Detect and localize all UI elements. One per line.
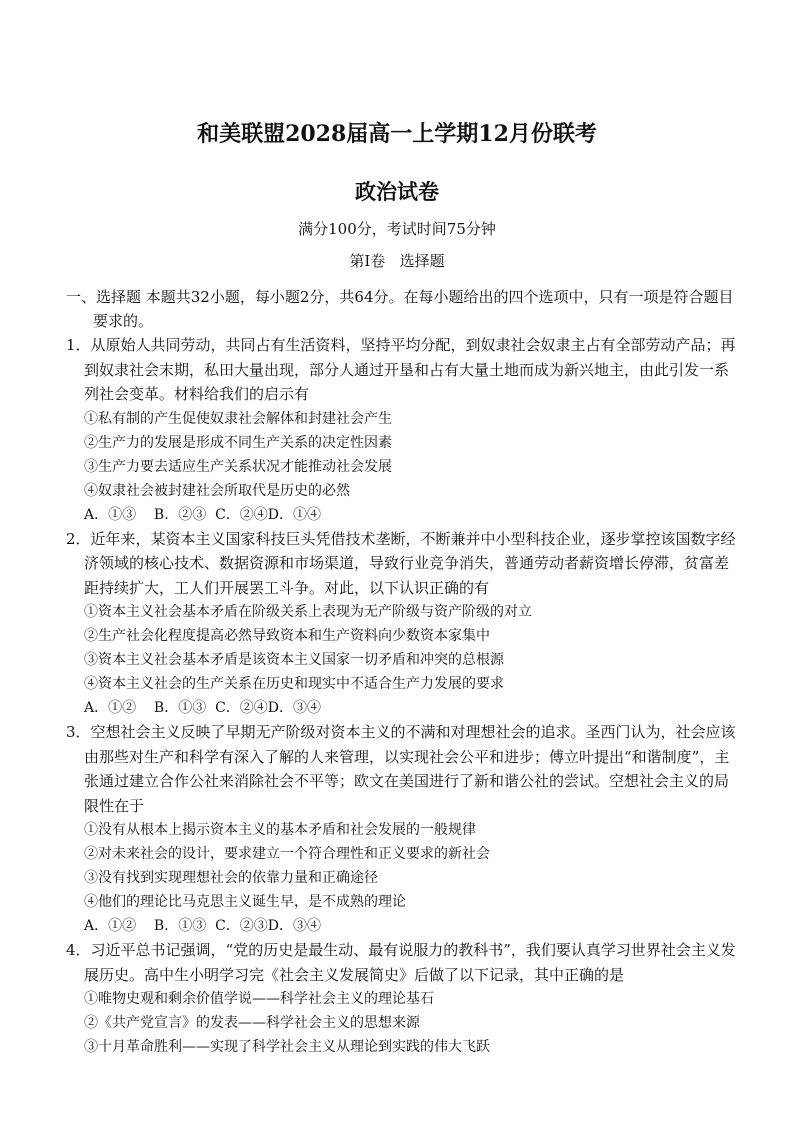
part-name: 选择题: [399, 252, 445, 270]
question-option: ②《共产党宣言》的发表——科学社会主义的思想来源: [84, 1015, 420, 1031]
question-option: ②对未来社会的设计，要求建立一个符合理性和正义要求的新社会: [84, 846, 490, 862]
question-option: ③生产力要去适应生产关系状况才能推动社会发展: [84, 458, 392, 475]
exam-title: 和美联盟2028届高一上学期12月份联考: [197, 121, 597, 147]
part-label: 第I卷: [349, 252, 386, 270]
answer-choices: A．①② B．①③ C．②④D．③④: [84, 700, 322, 716]
question-option: ③资本主义社会基本矛盾是该资本主义国家一切矛盾和冲突的总根源: [84, 652, 504, 668]
question-stem: 3．空想社会主义反映了早期无产阶级对资本主义的不满和对理想社会的追求。圣西门认为，社会应该由那些对生产和科学有深入了解的人来管理，以实现社会公平和进步；傅立叶提出“和谐制度”，主张通过建立合作公社来消除社会不平等；欧文在美国进行了新和谐公社的尝试。空想社会主义的局限性在于: [66, 723, 736, 815]
question-stem: 1．从原始人共同劳动，共同占有生活资料，坚持平均分配，到奴隶社会奴隶主占有全部劳动产品；再到奴隶社会末期，私田大量出现，部分人通过开垦和占有大量土地而成为新兴地主，由此引发一系列社会变革。材料给我们的启示有: [66, 336, 736, 403]
part-heading: [0, 250, 794, 271]
question-option: ④奴隶社会被封建社会所取代是历史的必然: [84, 482, 350, 499]
question-option: ②生产社会化程度提高必然导致资本和生产资料向少数资本家集中: [84, 628, 490, 644]
question-option: ②生产力的发展是形成不同生产关系的决定性因素: [84, 434, 392, 451]
question-4: [66, 938, 736, 1059]
question-stem: 2．近年来，某资本主义国家科技巨头凭借技术垄断，不断兼并中小型科技企业，逐步掌控该国数字经济领域的核心技术、数据资源和市场渠道，导致行业竞争消失，普通劳动者薪资增长停滞，贫富差距持续扩大，工人们开展罢工斗争。对此，以下认识正确的有: [66, 529, 736, 597]
question-option: ④资本主义社会的生产关系在历史和现实中不适合生产力发展的要求: [84, 676, 504, 692]
exam-info: 满分100分，考试时间75分钟: [298, 220, 496, 238]
answer-choices: A．①③ B．②③ C．②④D．①④: [84, 506, 322, 523]
exam-content: [66, 285, 736, 1059]
subject-title: 政治试卷: [355, 179, 439, 204]
question-option: ①资本主义社会基本矛盾在阶级关系上表现为无产阶级与资产阶级的对立: [84, 604, 532, 620]
question-2: [66, 527, 736, 721]
question-option: ③十月革命胜利——实现了科学社会主义从理论到实践的伟大飞跃: [84, 1039, 490, 1055]
section-instruction: 一、选择题 本题共32小题，每小题2分，共64分。在每小题给出的四个选项中，只有一项是符合题目要求的。: [66, 288, 734, 330]
question-3: [66, 720, 736, 938]
question-option: ①没有从根本上揭示资本主义的基本矛盾和社会发展的一般规律: [84, 822, 476, 838]
question-option: ①私有制的产生促使奴隶社会解体和封建社会产生: [84, 410, 392, 427]
question-option: ④他们的理论比马克思主义诞生早，是不成熟的理论: [84, 894, 406, 910]
question-1: [66, 333, 736, 527]
question-option: ①唯物史观和剩余价值学说——科学社会主义的理论基石: [84, 991, 434, 1007]
question-option: ③没有找到实现理想社会的依靠力量和正确途径: [84, 870, 378, 886]
question-stem: 4．习近平总书记强调，“党的历史是最生动、最有说服力的教科书”，我们要认真学习世界社会主义发展历史。高中生小明学习完《社会主义发展简史》后做了以下记录，其中正确的是: [66, 941, 736, 984]
answer-choices: A．①② B．①③ C．②③D．③④: [84, 918, 322, 934]
